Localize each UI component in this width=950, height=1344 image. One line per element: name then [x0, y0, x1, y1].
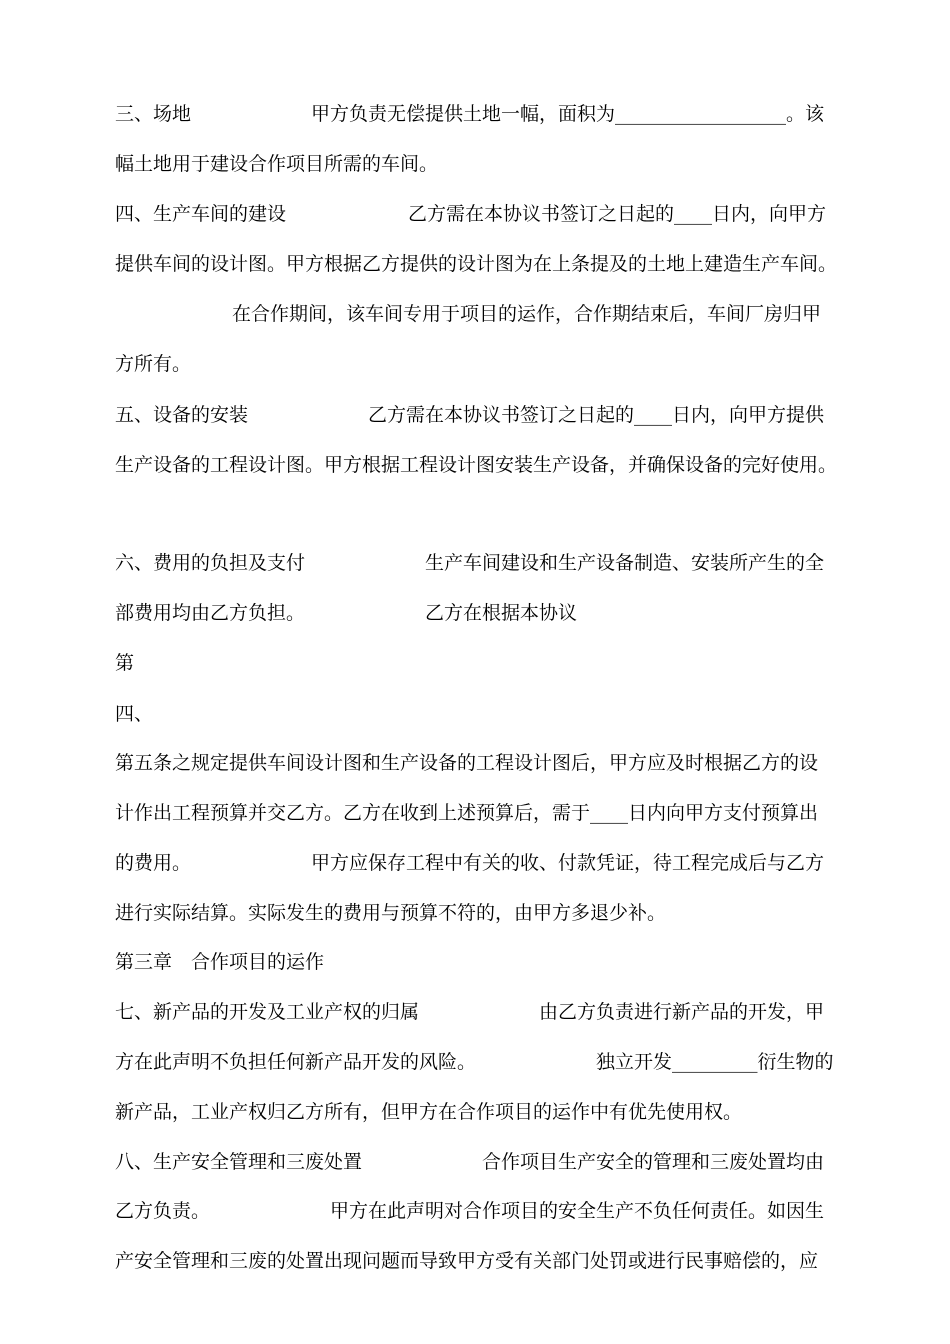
clause-heading-costs: 六、费用的负担及支付: [115, 552, 306, 574]
text-line: [115, 152, 438, 176]
clause-heading-site: 三、场地: [115, 103, 192, 125]
clause-body-safety: 合作项目生产安全的管理和三废处置均由: [482, 1151, 825, 1173]
text-line: [115, 751, 818, 775]
paragraph-text: 幅土地用于建设合作项目所需的车间。: [115, 153, 439, 175]
paragraph-text: 第五条之规定提供车间设计图和生产设备的工程设计图后，甲方应及时根据乙方的设: [115, 752, 819, 774]
paragraph-text: 进行实际结算。实际发生的费用与预算不符的，由甲方多退少补。: [115, 902, 667, 924]
clause-body-site: 甲方负责无偿提供土地一幅，面积为__________________。该: [311, 103, 825, 125]
paragraph-text: 生产设备的工程设计图。甲方根据工程设计图安装生产设备，并确保设备的完好使用。: [115, 454, 838, 476]
paragraph-text: 新产品，工业产权归乙方所有，但甲方在合作项目的运作中有优先使用权。: [115, 1101, 743, 1123]
text-line: [115, 453, 837, 477]
paragraph-text: 甲方应保存工程中有关的收、付款凭证，待工程完成后与乙方: [311, 852, 825, 874]
paragraph-text: 提供车间的设计图。甲方根据乙方提供的设计图为在上条提及的土地上建造生产车间。: [115, 253, 838, 275]
clause-heading-workshop: 四、生产车间的建设: [115, 203, 287, 225]
paragraph-text: 在合作期间，该车间专用于项目的运作，合作期结束后，车间厂房归甲: [232, 303, 822, 325]
paragraph-text: 甲方在此声明对合作项目的安全生产不负任何责任。如因生: [330, 1200, 825, 1222]
text-line: [115, 702, 153, 726]
text-line-equipment: [115, 403, 824, 427]
paragraph-text: 方所有。: [115, 353, 192, 375]
chapter-heading: [115, 950, 324, 974]
clause-heading-equipment: 五、设备的安装: [115, 404, 249, 426]
text-line: [115, 601, 577, 625]
text-line-workshop: [115, 202, 826, 226]
text-line: [115, 352, 191, 376]
paragraph-text: 部费用均由乙方负担。: [115, 602, 306, 624]
text-line-site: [115, 102, 824, 126]
chapter-title: 第三章 合作项目的运作: [115, 951, 325, 973]
text-line: [232, 302, 821, 326]
paragraph-text: 独立开发_________衍生物的: [596, 1051, 834, 1073]
text-line: [115, 901, 666, 925]
clause-body-ip: 由乙方负责进行新产品的开发，甲: [539, 1001, 825, 1023]
clause-body-workshop: 乙方需在本协议书签订之日起的____日内，向甲方: [408, 203, 827, 225]
paragraph-text: 产安全管理和三废的处置出现问题而导致甲方受有关部门处罚或进行民事赔偿的，应: [115, 1250, 819, 1272]
clause-heading-ip: 七、新产品的开发及工业产权的归属: [115, 1001, 420, 1023]
clause-body-costs: 生产车间建设和生产设备制造、安装所产生的全: [425, 552, 825, 574]
text-line: [115, 851, 824, 875]
text-line: [115, 651, 134, 675]
clause-heading-safety: 八、生产安全管理和三废处置: [115, 1151, 363, 1173]
text-line-costs: [115, 551, 824, 575]
text-line: [115, 1100, 742, 1124]
text-line: [115, 1050, 834, 1074]
text-line: [115, 1199, 824, 1223]
text-line-safety: [115, 1150, 824, 1174]
paragraph-text: 的费用。: [115, 852, 192, 874]
paragraph-text: 四、: [115, 703, 154, 725]
text-line-ip: [115, 1000, 824, 1024]
paragraph-text: 方在此声明不负担任何新产品开发的风险。: [115, 1051, 477, 1073]
paragraph-text: 乙方在根据本协议: [425, 602, 578, 624]
paragraph-text: 乙方负责。: [115, 1200, 211, 1222]
clause-body-equipment: 乙方需在本协议书签订之日起的____日内，向甲方提供: [368, 404, 825, 426]
paragraph-text: 第: [115, 652, 135, 674]
text-line: [115, 1249, 818, 1273]
text-line: [115, 252, 837, 276]
paragraph-text: 计作出工程预算并交乙方。乙方在收到上述预算后，需于____日内向甲方支付预算出: [115, 802, 819, 824]
text-line: [115, 801, 818, 825]
